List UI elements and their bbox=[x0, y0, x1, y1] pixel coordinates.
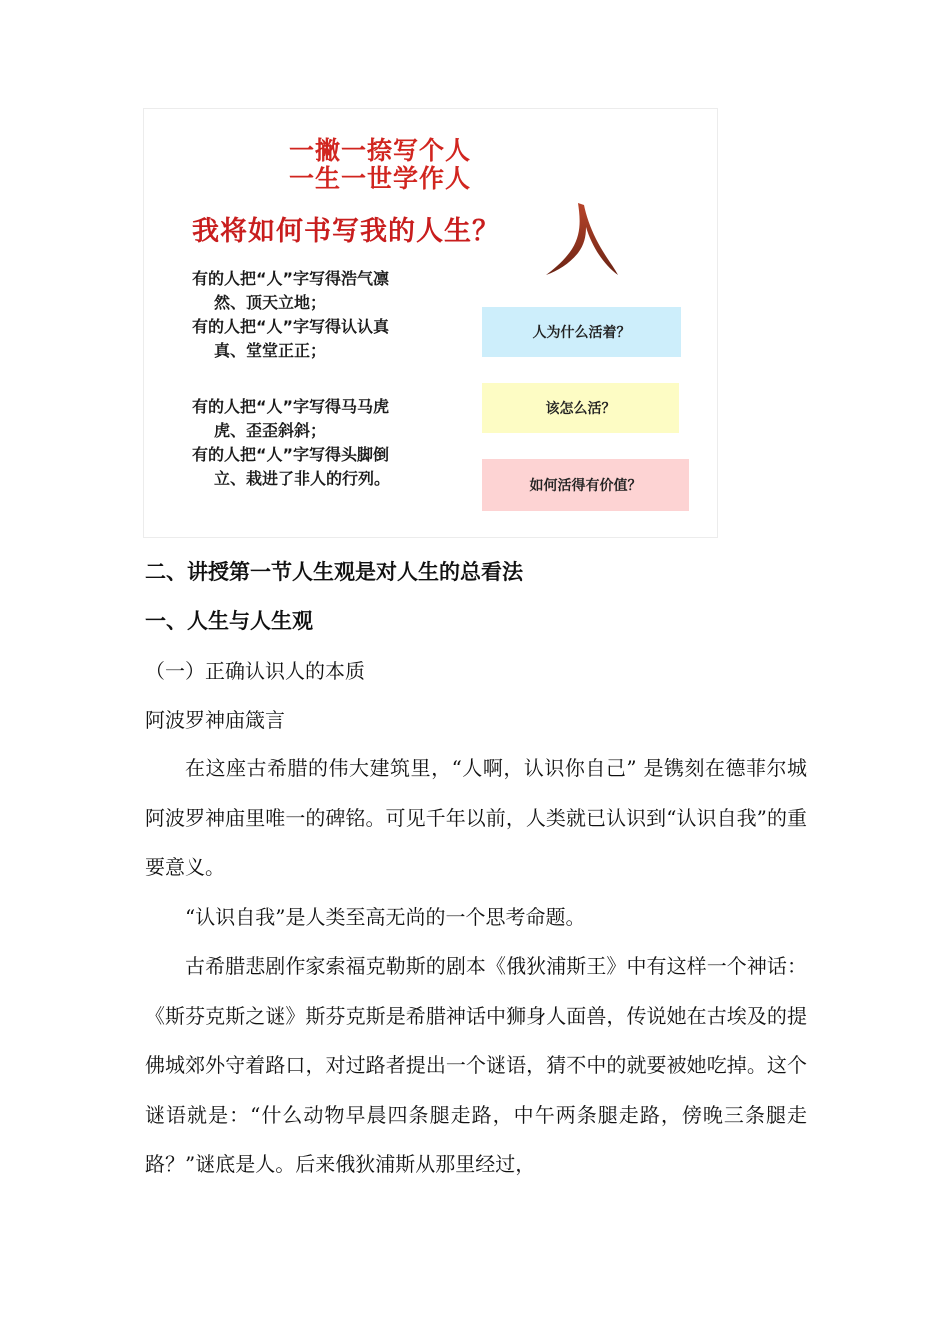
body-paragraph-2 bbox=[145, 893, 807, 943]
subsection-heading: 一、人生与人生观 bbox=[145, 609, 313, 633]
statement-3-line1: 有的人把“人”字写得马马虎 bbox=[192, 397, 390, 416]
statement-list-bottom bbox=[192, 395, 462, 491]
question-box-why-live: 人为什么活着？ bbox=[482, 307, 681, 357]
topic-heading: （一）正确认识人的本质 bbox=[145, 659, 365, 683]
statement-3-line2: 虎、歪歪斜斜； bbox=[214, 421, 327, 440]
paragraph-text: “认识自我”是人类至高无尚的一个思考命题。 bbox=[185, 905, 586, 929]
statement-2-line2: 真、堂堂正正； bbox=[214, 341, 327, 360]
paragraph-text: 在这座古希腊的伟大建筑里，“人啊，认识你自己” 是镌刻在德菲尔城阿波罗神庙里唯一的碑铭。可见千年以前，人类就已认识到“认识自我”的重要意义。 bbox=[145, 756, 807, 879]
paragraph-text: 古希腊悲剧作家索福克勒斯的剧本《俄狄浦斯王》中有这样一个神话：《斯芬克斯之谜》斯芬克斯是希腊神话中狮身人面兽，传说她在古埃及的提佛城郊外守着路口，对过路者提出一个谜语，猜不中的就要被她吃掉。这个谜语就是：“什么动物早晨四条腿走路，中午两条腿走路，傍晚三条腿走路？”谜底是人。后来俄狄浦斯从那里经过， bbox=[145, 954, 807, 1176]
statement-1-line2: 然、顶天立地； bbox=[214, 293, 327, 312]
body-paragraph-1 bbox=[145, 744, 807, 893]
slide-title-line2: 一生一世学作人 bbox=[289, 164, 472, 193]
statement-2-line1: 有的人把“人”字写得认认真 bbox=[192, 317, 390, 336]
statement-1-line1: 有的人把“人”字写得浩气凛 bbox=[192, 269, 390, 288]
topic-title: 阿波罗神庙箴言 bbox=[145, 708, 285, 732]
ren-character-graphic bbox=[542, 197, 620, 281]
slide-title-line1: 一撇一捺写个人 bbox=[289, 136, 472, 165]
section-heading: 二、讲授第一节人生观是对人生的总看法 bbox=[145, 560, 523, 584]
body-paragraph-3 bbox=[145, 942, 807, 1190]
statement-list-top bbox=[192, 267, 462, 363]
statement-4-line2: 立、栽进了非人的行列。 bbox=[214, 469, 391, 488]
question-box-valuable-life: 如何活得有价值？ bbox=[482, 459, 689, 511]
slide-question: 我将如何书写我的人生？ bbox=[192, 216, 500, 247]
question-box-how-live: 该怎么活？ bbox=[482, 383, 679, 433]
statement-4-line1: 有的人把“人”字写得头脚倒 bbox=[192, 445, 390, 464]
slide-image bbox=[143, 108, 718, 538]
